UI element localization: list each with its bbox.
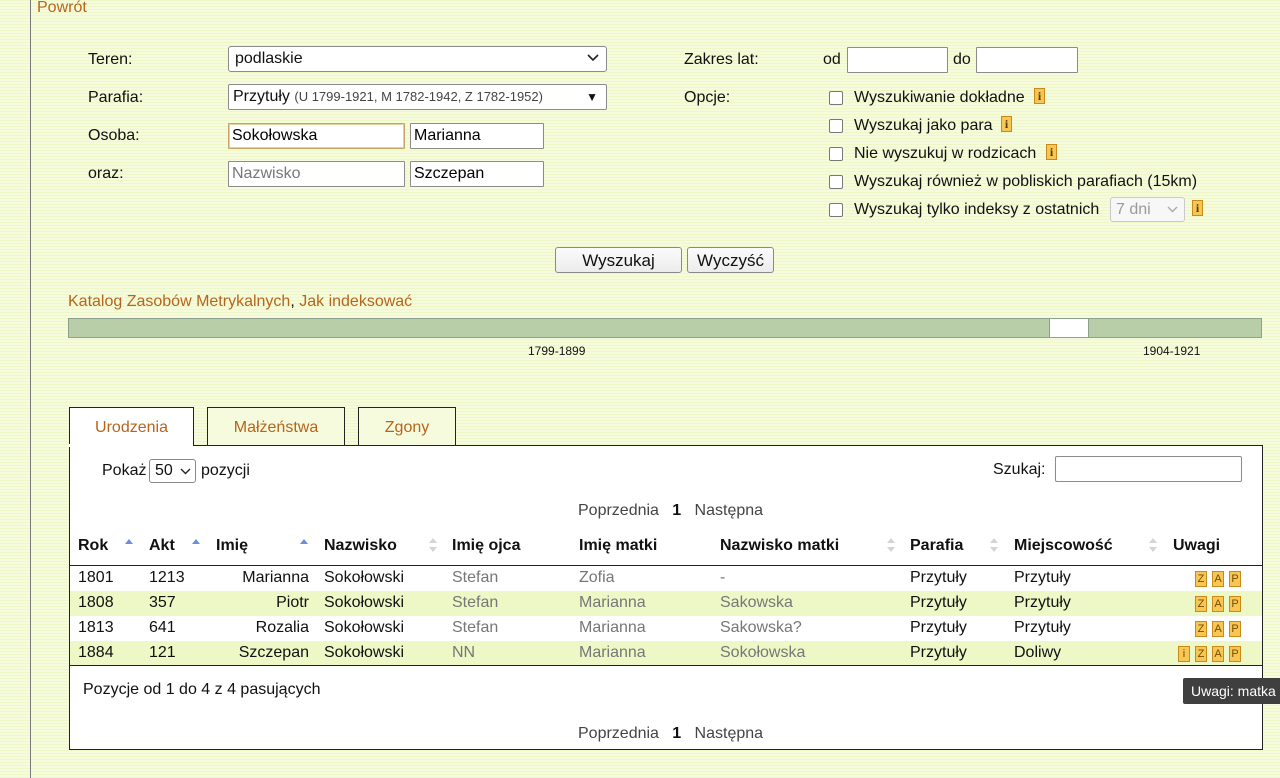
parafia-range: (U 1799-1921, M 1782-1942, Z 1782-1952) <box>294 89 543 104</box>
osoba-label: Osoba: <box>88 127 140 144</box>
show-label: Pokaż <box>102 462 147 479</box>
recent-days-select[interactable] <box>1110 197 1185 222</box>
cell-miejscowosc: Przytuły <box>1014 594 1071 611</box>
p-icon[interactable]: P <box>1229 596 1241 612</box>
cell-miejscowosc: Doliwy <box>1014 644 1062 661</box>
chevron-down-icon <box>1167 206 1178 213</box>
recent-only-checkbox[interactable] <box>829 203 843 217</box>
p-icon[interactable]: P <box>1229 621 1241 637</box>
table-row[interactable] <box>70 641 1262 666</box>
cell-nazwisko-matki: - <box>720 569 726 586</box>
z-icon[interactable]: Z <box>1195 646 1207 662</box>
cell-akt: 1213 <box>149 569 185 586</box>
col-nazwisko[interactable]: Nazwisko <box>324 537 397 554</box>
exact-search-label: Wyszukiwanie dokładne <box>854 89 1025 106</box>
cell-parafia: Przytuły <box>910 644 967 661</box>
back-link[interactable]: Powrót <box>37 0 87 16</box>
footer-divider <box>70 665 1262 666</box>
per-page-value: 50 <box>155 462 173 479</box>
col-imie-ojca[interactable]: Imię ojca <box>452 537 521 554</box>
z-icon[interactable]: Z <box>1195 621 1207 637</box>
cell-nazwisko-matki: Sakowska <box>720 594 793 611</box>
sort-asc-icon[interactable] <box>191 536 201 554</box>
col-imie-matki[interactable]: Imię matki <box>579 537 658 554</box>
links-separator: , <box>290 293 295 310</box>
cell-akt: 357 <box>149 594 176 611</box>
table-row[interactable] <box>70 616 1262 641</box>
col-akt[interactable]: Akt <box>149 537 175 554</box>
col-miejscowosc[interactable]: Miejscowość <box>1014 537 1113 554</box>
oraz-surname-input[interactable] <box>228 161 405 187</box>
exact-search-checkbox[interactable] <box>829 91 843 105</box>
no-parents-checkbox[interactable] <box>829 147 843 161</box>
teren-select[interactable] <box>228 46 607 72</box>
pager-bottom <box>578 725 763 743</box>
osoba-firstname-input[interactable] <box>410 123 544 149</box>
cell-imie-ojca: Stefan <box>452 569 499 586</box>
cell-nazwisko: Sokołowski <box>324 594 405 611</box>
info-icon[interactable]: i <box>1178 646 1190 662</box>
cell-imie-ojca: Stefan <box>452 594 499 611</box>
table-row[interactable] <box>70 591 1262 616</box>
cell-imie-ojca: NN <box>452 644 476 661</box>
pager-page[interactable]: 1 <box>672 725 682 742</box>
howto-link[interactable]: Jak indeksować <box>299 293 413 310</box>
sort-asc-icon[interactable] <box>124 536 134 554</box>
catalog-links <box>68 293 412 311</box>
table-search-label: Szukaj: <box>993 461 1046 478</box>
cell-imie: Marianna <box>242 569 309 586</box>
cell-nazwisko: Sokołowski <box>324 619 405 636</box>
timeline-label-1: 1799-1899 <box>528 344 586 358</box>
sort-both-icon[interactable] <box>989 536 999 554</box>
triangle-down-icon: ▼ <box>586 90 598 104</box>
cell-nazwisko: Sokołowski <box>324 644 405 661</box>
clear-button[interactable]: Wyczyść <box>687 247 774 273</box>
cell-imie-matki: Marianna <box>579 644 646 661</box>
chevron-down-icon <box>587 47 599 62</box>
info-icon[interactable]: i <box>1034 88 1045 104</box>
cell-akt: 641 <box>149 619 176 636</box>
z-icon[interactable]: Z <box>1195 571 1207 587</box>
cell-nazwisko: Sokołowski <box>324 569 405 586</box>
timeline-gap <box>1049 319 1089 337</box>
tab-urodzenia[interactable]: Urodzenia <box>69 407 194 447</box>
years-to-input[interactable] <box>976 47 1078 73</box>
tab-malzenstwa[interactable]: Małżeństwa <box>207 407 345 445</box>
cell-akt: 121 <box>149 644 176 661</box>
pager-next[interactable]: Następna <box>694 502 764 519</box>
teren-label: Teren: <box>88 51 133 68</box>
cell-parafia: Przytuły <box>910 594 967 611</box>
pager-prev[interactable]: Poprzednia <box>578 725 659 742</box>
cell-nazwisko-matki: Sokołowska <box>720 644 806 661</box>
results-summary: Pozycje od 1 do 4 z 4 pasujących <box>83 681 321 698</box>
nearby-parishes-checkbox[interactable] <box>829 175 843 189</box>
tab-zgony[interactable]: Zgony <box>358 407 456 445</box>
chevron-down-icon <box>180 468 191 475</box>
p-icon[interactable]: P <box>1229 571 1241 587</box>
p-icon[interactable]: P <box>1229 646 1241 662</box>
timeline-bar[interactable] <box>68 318 1262 338</box>
catalog-link[interactable]: Katalog Zasobów Metrykalnych <box>68 293 291 310</box>
cell-imie-matki: Zofia <box>579 569 615 586</box>
no-parents-label: Nie wyszukuj w rodzicach <box>854 145 1037 162</box>
a-icon[interactable]: A <box>1212 571 1224 587</box>
cell-imie-matki: Marianna <box>579 594 646 611</box>
info-icon[interactable]: i <box>1001 116 1012 132</box>
col-imie[interactable]: Imię <box>216 537 249 554</box>
parafia-select[interactable] <box>228 84 607 110</box>
per-page-suffix: pozycji <box>201 462 250 479</box>
years-to-label: do <box>953 51 971 68</box>
z-icon[interactable]: Z <box>1195 596 1207 612</box>
recent-only-label: Wyszukaj tylko indeksy z ostatnich <box>854 201 1100 218</box>
pager-top <box>578 502 763 520</box>
cell-rok: 1884 <box>78 644 114 661</box>
col-parafia[interactable]: Parafia <box>910 537 964 554</box>
search-button[interactable]: Wyszukaj <box>555 247 682 273</box>
years-from-label: od <box>823 51 841 68</box>
oraz-label: oraz: <box>88 165 124 182</box>
pager-prev[interactable]: Poprzednia <box>578 502 659 519</box>
cell-imie: Rozalia <box>255 619 309 636</box>
oraz-firstname-input[interactable] <box>410 161 544 187</box>
info-icon[interactable]: i <box>1046 144 1057 160</box>
sort-both-icon[interactable] <box>1148 536 1158 554</box>
parafia-value: Przytuły <box>233 88 290 105</box>
sort-both-icon[interactable] <box>428 536 438 554</box>
left-border-line <box>30 0 31 778</box>
per-page-select[interactable] <box>149 459 196 483</box>
cell-parafia: Przytuły <box>910 619 967 636</box>
cell-imie-ojca: Stefan <box>452 619 499 636</box>
sort-both-icon[interactable] <box>886 536 896 554</box>
cell-imie-matki: Marianna <box>579 619 646 636</box>
cell-rok: 1808 <box>78 594 114 611</box>
parafia-label: Parafia: <box>88 89 144 106</box>
active-tab-joint <box>69 444 193 447</box>
years-label: Zakres lat: <box>684 51 759 68</box>
table-search-input[interactable] <box>1055 456 1242 482</box>
a-icon[interactable]: A <box>1212 596 1224 612</box>
pager-page[interactable]: 1 <box>672 502 682 519</box>
pair-search-checkbox[interactable] <box>829 119 843 133</box>
a-icon[interactable]: A <box>1212 646 1224 662</box>
pager-next[interactable]: Następna <box>694 725 764 742</box>
cell-rok: 1801 <box>78 569 114 586</box>
cell-imie: Szczepan <box>238 644 309 661</box>
osoba-surname-input[interactable] <box>228 123 405 149</box>
cell-imie: Piotr <box>276 594 309 611</box>
cell-miejscowosc: Przytuły <box>1014 569 1071 586</box>
col-nazwisko-matki[interactable]: Nazwisko matki <box>720 537 840 554</box>
col-rok[interactable]: Rok <box>78 537 109 554</box>
col-uwagi[interactable]: Uwagi <box>1173 537 1221 554</box>
timeline-label-2: 1904-1921 <box>1143 344 1201 358</box>
nearby-parishes-label: Wyszukaj również w pobliskich parafiach (15km) <box>854 173 1198 190</box>
recent-days-value: 7 dni <box>1116 201 1151 218</box>
cell-miejscowosc: Przytuły <box>1014 619 1071 636</box>
cell-rok: 1813 <box>78 619 114 636</box>
cell-nazwisko-matki: Sakowska? <box>720 619 802 636</box>
cell-parafia: Przytuły <box>910 569 967 586</box>
options-label: Opcje: <box>684 89 731 106</box>
tooltip: Uwagi: matka <box>1183 678 1280 704</box>
pair-search-label: Wyszukaj jako para <box>854 117 993 134</box>
sort-asc-icon[interactable] <box>299 536 309 554</box>
table-row[interactable] <box>70 566 1262 591</box>
a-icon[interactable]: A <box>1212 621 1224 637</box>
teren-value: podlaskie <box>235 50 303 67</box>
info-icon[interactable]: i <box>1192 200 1203 216</box>
years-from-input[interactable] <box>847 47 948 73</box>
